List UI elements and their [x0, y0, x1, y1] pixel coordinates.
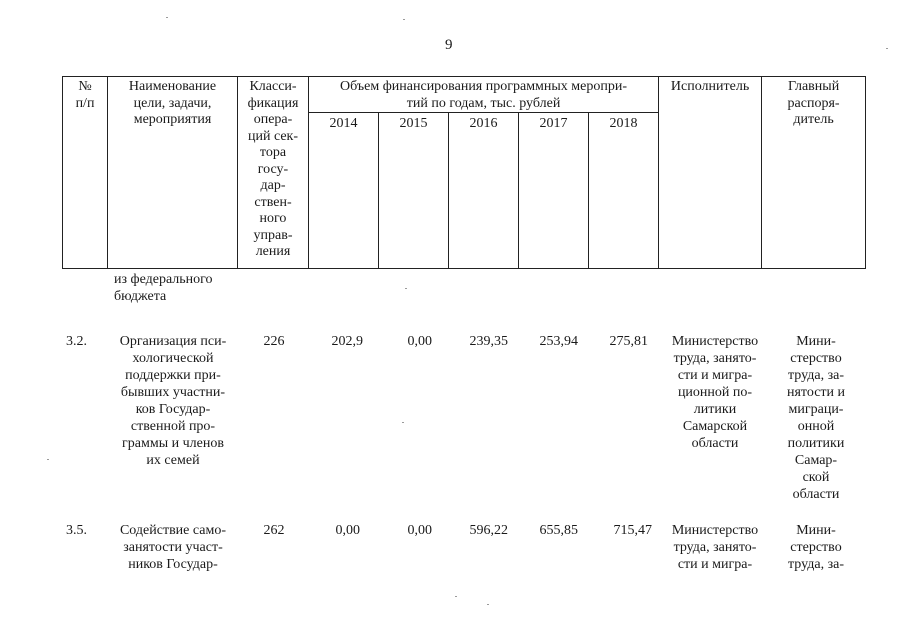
scan-speck: [886, 48, 888, 49]
value-2018: 715,47: [613, 523, 652, 538]
row-main-manager: Мини- стерство труда, за-: [788, 523, 844, 572]
row-class-code: 262: [263, 523, 285, 538]
value-2014: 0,00: [335, 523, 360, 538]
value-2016: 239,35: [469, 334, 508, 349]
scan-speck: [402, 422, 404, 423]
row-number: 3.5.: [66, 523, 87, 538]
row-executor: Министерство труда, занято- сти и мигра-: [671, 523, 759, 572]
value-2018: 275,81: [609, 334, 648, 349]
continuation-text: из федерального бюджета: [114, 272, 213, 304]
row-name: Организация пси- хологической поддержки при- бывших участни- ков Государ- ственной про- граммы и членов их семей: [119, 334, 227, 468]
value-2015: 0,00: [407, 523, 432, 538]
header-classification: Класси- фикация опера- ций сек- тора госу- дар- ствен- ного управ- ления: [238, 77, 309, 269]
scan-speck: [403, 19, 405, 20]
scan-speck: [47, 459, 49, 460]
header-year-2017: 2017: [519, 113, 589, 269]
row-number: 3.2.: [66, 334, 87, 349]
header-name: Наименование цели, задачи, мероприятия: [108, 77, 238, 269]
header-main-manager: Главный распоря- дитель: [762, 77, 866, 269]
value-2017: 253,94: [539, 334, 578, 349]
page-number: 9: [445, 37, 453, 53]
row-class-code: 226: [263, 334, 285, 349]
row-name: Содействие само- занятости участ- ников Государ-: [119, 523, 227, 572]
header-funding: Объем финансирования программных меропри- тий по годам, тыс. рублей: [309, 77, 659, 113]
row-main-manager: Мини- стерство труда, за- нятости и миграци- онной политики Самар- ской области: [786, 334, 846, 502]
header-year-2018: 2018: [589, 113, 659, 269]
scan-speck: [405, 288, 407, 289]
scan-speck: [487, 604, 489, 605]
header-executor: Исполнитель: [659, 77, 762, 269]
value-2017: 655,85: [539, 523, 578, 538]
row-executor: Министерство труда, занято- сти и мигра- ционной по- литики Самарской области: [671, 334, 759, 451]
header-year-2015: 2015: [379, 113, 449, 269]
header-year-2016: 2016: [449, 113, 519, 269]
value-2014: 202,9: [331, 334, 363, 349]
header-year-2014: 2014: [309, 113, 379, 269]
header-number: № п/п: [63, 77, 108, 269]
value-2016: 596,22: [469, 523, 508, 538]
scan-speck: [455, 596, 457, 597]
value-2015: 0,00: [407, 334, 432, 349]
table-header: [62, 76, 866, 269]
scan-speck: [166, 17, 168, 18]
